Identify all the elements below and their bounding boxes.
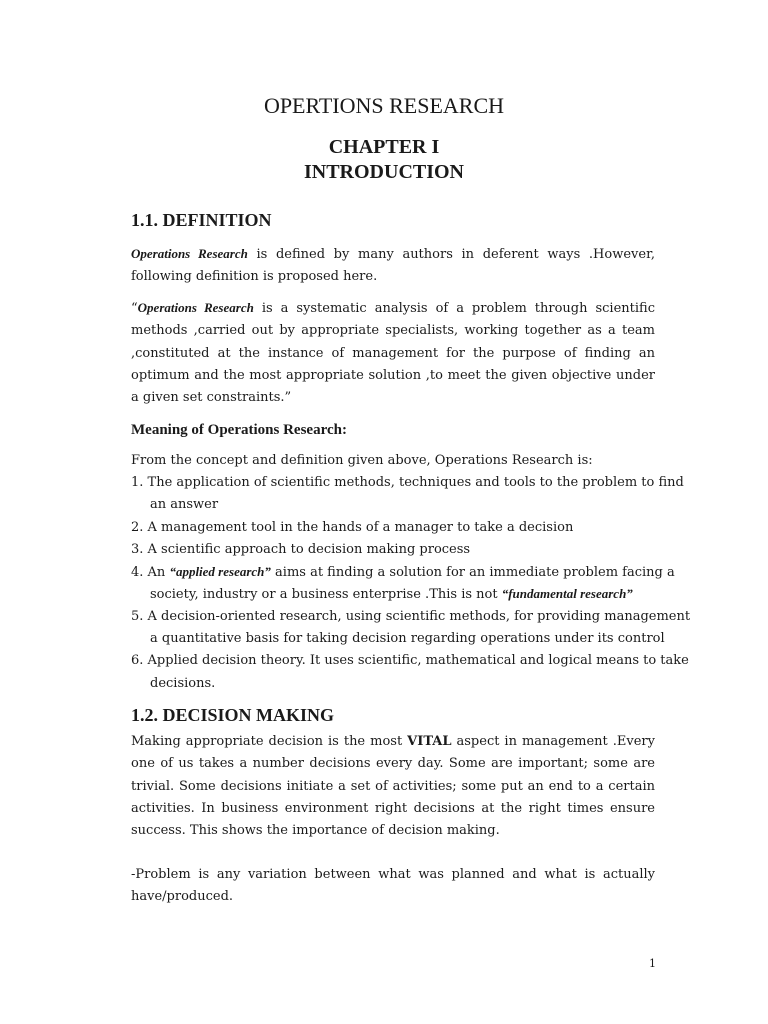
quote-open: “ [131, 301, 138, 316]
term-fundamental-research: “fundamental research” [501, 586, 633, 601]
list-item-4-cont [150, 586, 633, 602]
list-item-1-cont: an answer [150, 497, 219, 512]
chapter-label: CHAPTER I [328, 136, 440, 158]
term-applied-research: “applied research” [169, 564, 271, 579]
list-item-3: 3. A scientific approach to decision making process [131, 542, 471, 557]
section-1-heading-text: . DEFINITION [153, 210, 272, 230]
decision-making-paragraph [131, 731, 655, 842]
meaning-heading: Meaning of Operations Research: [131, 422, 347, 438]
definition-quote-paragraph [131, 297, 655, 409]
decision-making-text-2: aspect in management .Every one of us takes a number decisions every day. Some are important; some are trivial. Some decisions initiate a set of activities; some put an end to a certain activities. In business environment right decisions at the right times ensure success. This shows the importance of decision making. [131, 734, 655, 839]
list-item-6: 6. Applied decision theory. It uses scientific, mathematical and logical means to take [131, 653, 689, 668]
section-2-heading [131, 705, 334, 726]
page-number: 1 [649, 957, 656, 970]
list-item-1: 1. The application of scientific methods, techniques and tools to the problem to find [131, 475, 684, 490]
list-item-4 [131, 564, 675, 580]
problem-definition-paragraph: -Problem is any variation between what was planned and what is actually have/produced. [131, 867, 655, 905]
section-1-number: 1.1 [131, 210, 154, 230]
term-operations-research: Operations Research [131, 246, 248, 261]
definition-intro-paragraph [131, 243, 655, 289]
meaning-intro: From the concept and definition given above, Operations Research is: [131, 453, 593, 468]
chapter-title: INTRODUCTION [303, 161, 465, 183]
definition-intro-text: is defined by many authors in deferent ways .However, following definition is proposed here. [131, 247, 655, 285]
list-item-6-cont: decisions. [150, 676, 216, 691]
list-item-5-cont: a quantitative basis for taking decision regarding operations under its control [150, 631, 665, 646]
section-2-number: 1.2 [131, 705, 154, 725]
list-item-4-text: aims at finding a solution for an immediate problem facing a [270, 565, 675, 580]
section-1-heading [131, 210, 272, 231]
document-title: OPERTIONS RESEARCH [263, 93, 505, 118]
term-operations-research-quote: Operations Research [137, 300, 254, 315]
list-item-4-prefix: 4. An [131, 565, 170, 580]
vital-emphasis: VITAL [407, 734, 452, 749]
list-item-2: 2. A management tool in the hands of a manager to take a decision [131, 520, 574, 535]
list-item-4-cont-text: society, industry or a business enterprise .This is not [150, 587, 502, 602]
section-2-heading-text: . DECISION MAKING [153, 705, 335, 725]
list-item-5: 5. A decision-oriented research, using scientific methods, for providing management [131, 609, 691, 624]
decision-making-text-1: Making appropriate decision is the most [131, 734, 408, 749]
definition-quote-text: is a systematic analysis of a problem through scientific methods ,carried out by appropriate specialists, working together as a team ,constituted at the instance of management for the purpose of finding an optimum and the most appropriate solution ,to meet the given objective under a given set constraints.” [131, 301, 655, 406]
